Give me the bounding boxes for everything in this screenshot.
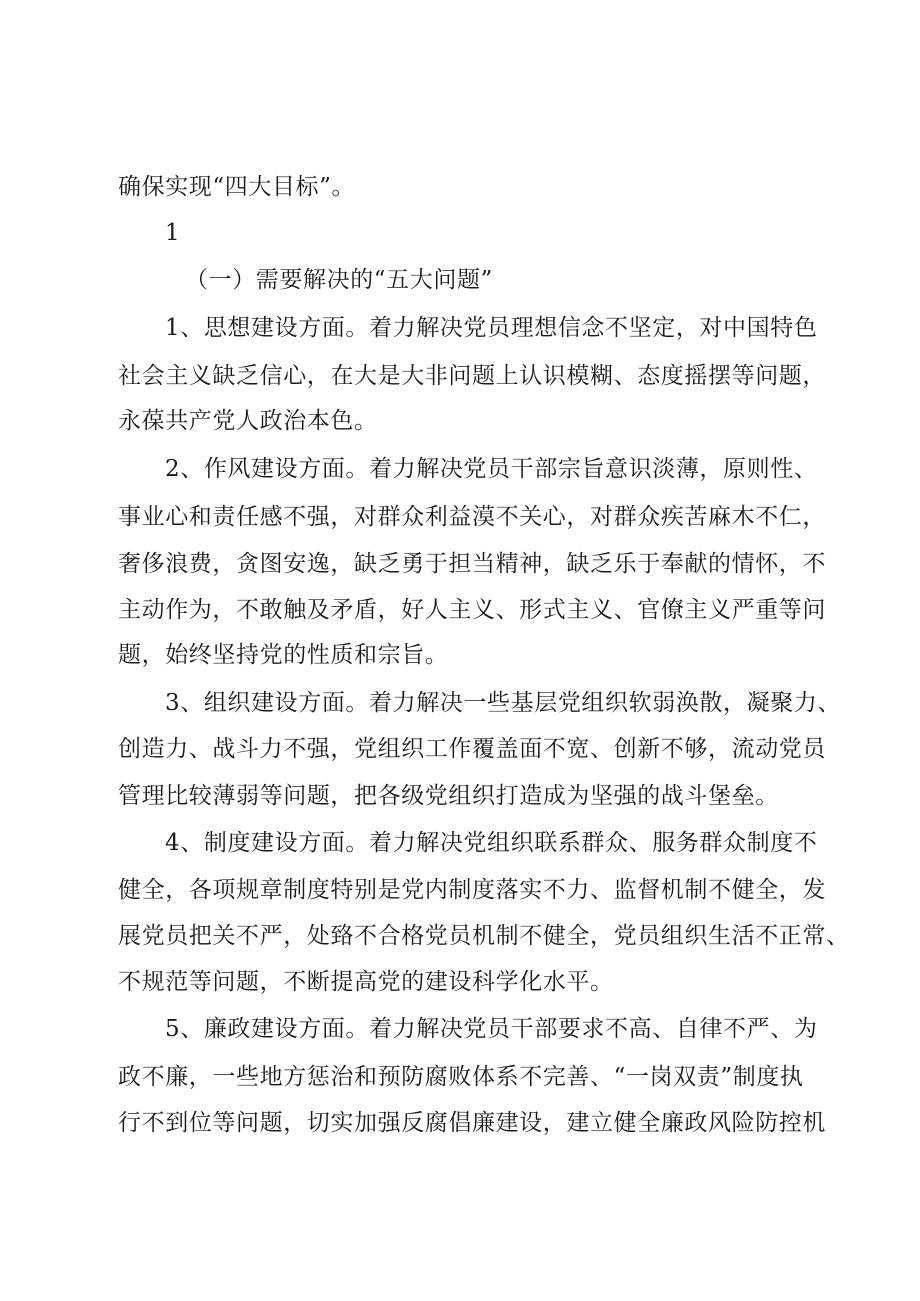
- paragraph-line: 事业心和责任感不强，对群众利益漠不关心，对群众疾苦麻木不仁，: [118, 504, 826, 530]
- paragraph-line: 5、廉政建设方面。着力解决党员干部要求不高、自律不严、为: [165, 1016, 818, 1042]
- paragraph-line: 4、制度建设方面。着力解决党组织联系群众、服务群众制度不: [165, 830, 818, 856]
- paragraph-line: 奢侈浪费，贪图安逸，缺乏勇于担当精神，缺乏乐于奉献的情怀，不: [118, 551, 826, 577]
- paragraph-line: 永葆共产党人政治本色。: [118, 408, 378, 434]
- paragraph-line: 社会主义缺乏信心，在大是大非问题上认识模糊、态度摇摆等问题，: [118, 363, 826, 389]
- paragraph-line: 2、作风建设方面。着力解决党员干部宗旨意识淡薄，原则性、: [165, 456, 818, 482]
- paragraph-line: 展党员把关不严，处臵不合格党员机制不健全，党员组织生活不正常、: [118, 923, 850, 949]
- paragraph-line: 1、思想建设方面。着力解决党员理想信念不坚定，对中国特色: [165, 315, 818, 341]
- paragraph-line: 主动作为，不敢触及矛盾，好人主义、形式主义、官僚主义严重等问: [118, 597, 826, 623]
- page-number: 1: [165, 220, 181, 246]
- paragraph-line: 政不廉，一些地方惩治和预防腐败体系不完善、“一岗双责”制度执: [118, 1064, 804, 1090]
- paragraph-line: 行不到位等问题，切实加强反腐倡廉建设，建立健全廉政风险防控机: [118, 1110, 826, 1136]
- paragraph-line: 3、组织建设方面。着力解决一些基层党组织软弱涣散，凝聚力、: [165, 690, 842, 716]
- carry-over-line: 确保实现“四大目标”。: [118, 174, 356, 200]
- paragraph-line: 题，始终坚持党的性质和宗旨。: [118, 642, 449, 668]
- paragraph-line: 不规范等问题，不断提高党的建设科学化水平。: [118, 969, 614, 995]
- paragraph-line: 管理比较薄弱等问题，把各级党组织打造成为坚强的战斗堡垒。: [118, 783, 779, 809]
- section-heading: （一）需要解决的“五大问题”: [185, 267, 493, 293]
- paragraph-line: 创造力、战斗力不强，党组织工作覆盖面不宽、创新不够，流动党员: [118, 736, 826, 762]
- paragraph-line: 健全，各项规章制度特别是党内制度落实不力、监督机制不健全，发: [118, 877, 826, 903]
